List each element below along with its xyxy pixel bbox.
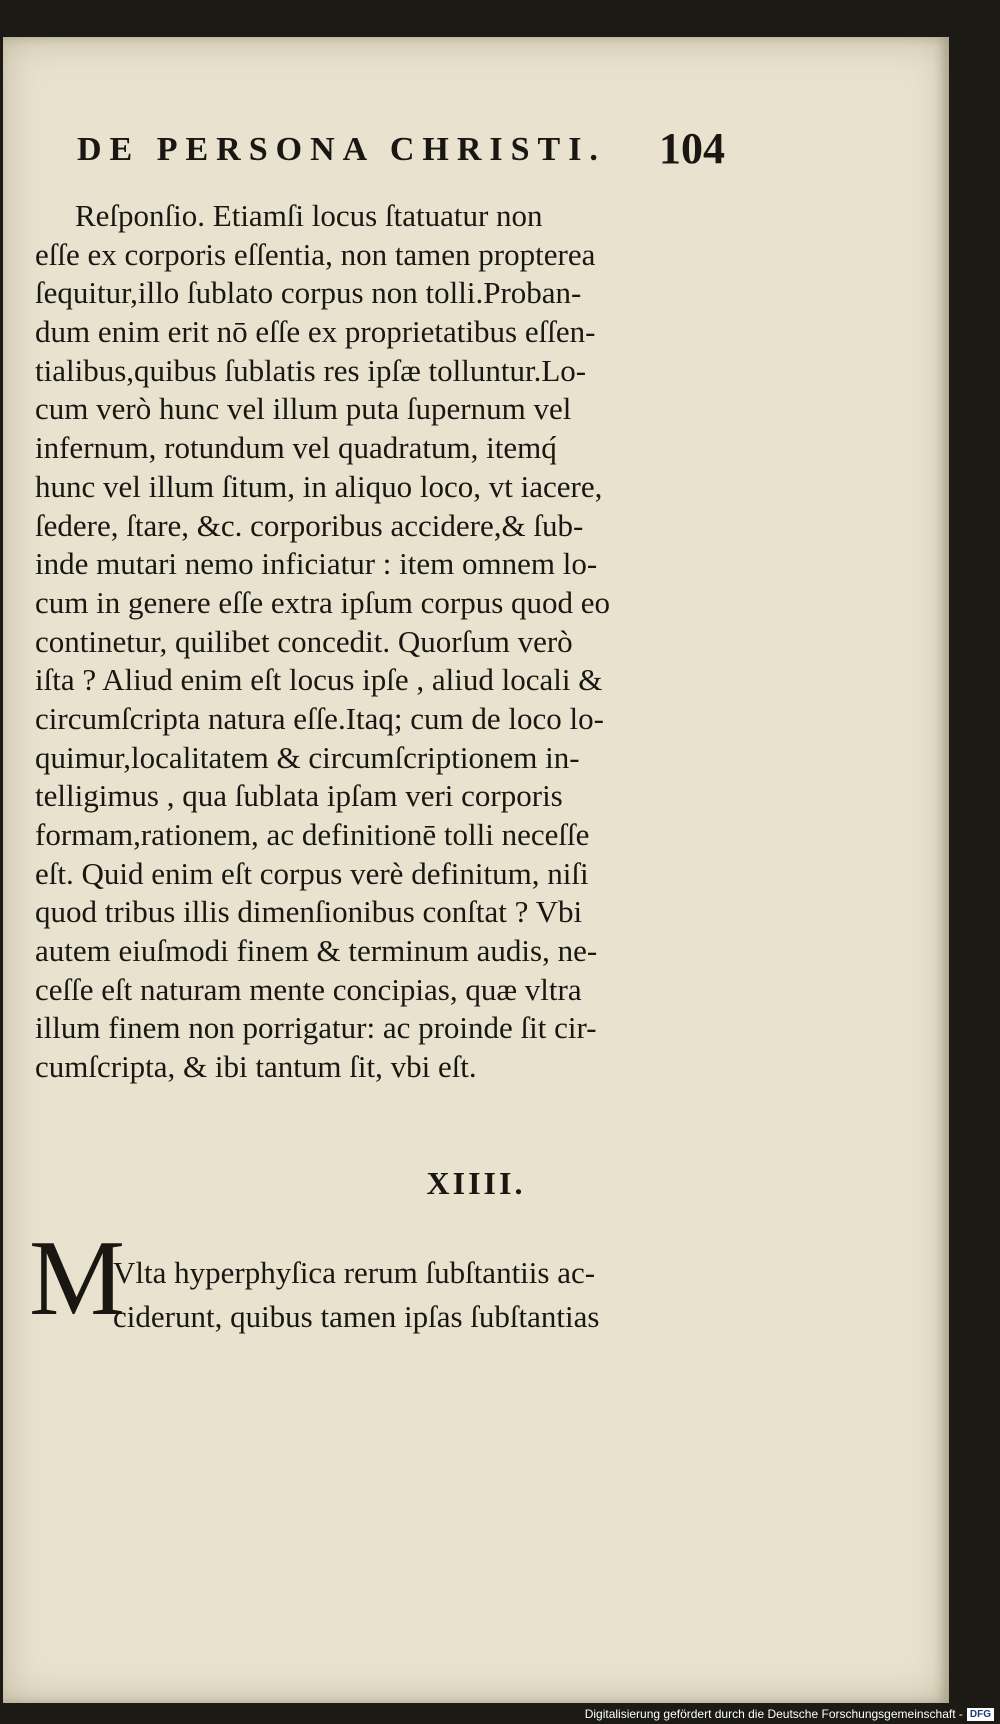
text-line: inde mutari nemo inficiatur : item omnem lo- (35, 546, 598, 582)
text-line: cum verò hunc vel illum puta ſupernum vel (35, 391, 572, 427)
text-line: iſta ? Aliud enim eſt locus ipſe , aliud locali & (35, 662, 603, 698)
text-line: ciderunt, quibus tamen ipſas ſubſtantias (113, 1299, 600, 1334)
text-line: quod tribus illis dimenſionibus conſtat ? Vbi (35, 894, 583, 930)
running-head (77, 117, 725, 187)
text-line: continetur, quilibet concedit. Quorſum verò (35, 623, 573, 659)
text-line: circumſcripta natura eſſe.Itaq; cum de loco lo- (35, 700, 604, 736)
text-line: ceſſe eſt naturam mente concipias, quæ vltra (35, 971, 582, 1007)
text-line: eſſe ex corporis eſſentia, non tamen propterea (35, 236, 596, 272)
text-line: Vlta hyperphyſica rerum ſubſtantiis ac- (113, 1255, 596, 1290)
text-line: tialibus,quibus ſublatis res ipſæ tolluntur.Lo- (35, 352, 587, 388)
text-line: illum finem non porrigatur: ac proinde ſit cir- (35, 1010, 597, 1046)
text-line: eſt. Quid enim eſt corpus verè definitum, niſi (35, 855, 589, 891)
text-line: infernum, rotundum vel quadratum, itemq́ (35, 430, 557, 466)
text-line: hunc vel illum ſitum, in aliquo loco, vt iacere, (35, 468, 603, 504)
text-line: formam,rationem, ac definitionē tolli neceſſe (35, 817, 590, 852)
text-line: telligimus , qua ſublata ipſam veri corporis (35, 778, 563, 814)
text-line: ſequitur,illo ſublato corpus non tolli.Proban- (35, 275, 582, 311)
digitization-credit (585, 1707, 994, 1721)
book-page (3, 37, 949, 1703)
section-heading: XIIII. (426, 1165, 526, 1201)
text-line: cum in genere eſſe extra ipſum corpus quod eo (35, 584, 611, 620)
text-line: Reſponſio. Etiamſi locus ſtatuatur non (75, 198, 543, 233)
text-line: ſedere, ſtare, &c. corporibus accidere,& ſub- (35, 507, 584, 543)
drop-cap-initial: M (29, 1219, 126, 1338)
page-number: 104 (659, 124, 725, 173)
paragraph-section-xiiii (113, 1251, 725, 1339)
dfg-logo: DFG (967, 1708, 994, 1721)
credit-text: Digitalisierung gefördert durch die Deutsche Forschungsgemeinschaft - (584, 1707, 963, 1721)
text-line: cumſcripta, & ibi tantum ſit, vbi eſt. (35, 1049, 477, 1085)
paragraph-responsio (35, 197, 725, 1087)
text-line: autem eiuſmodi finem & terminum audis, ne- (35, 933, 598, 969)
text-line: dum enim erit nō eſſe ex proprietatibus eſſen- (35, 314, 596, 350)
text-line: quimur,localitatem & circumſcriptionem in- (35, 739, 580, 775)
running-title: DE PERSONA CHRISTI. (77, 131, 606, 168)
